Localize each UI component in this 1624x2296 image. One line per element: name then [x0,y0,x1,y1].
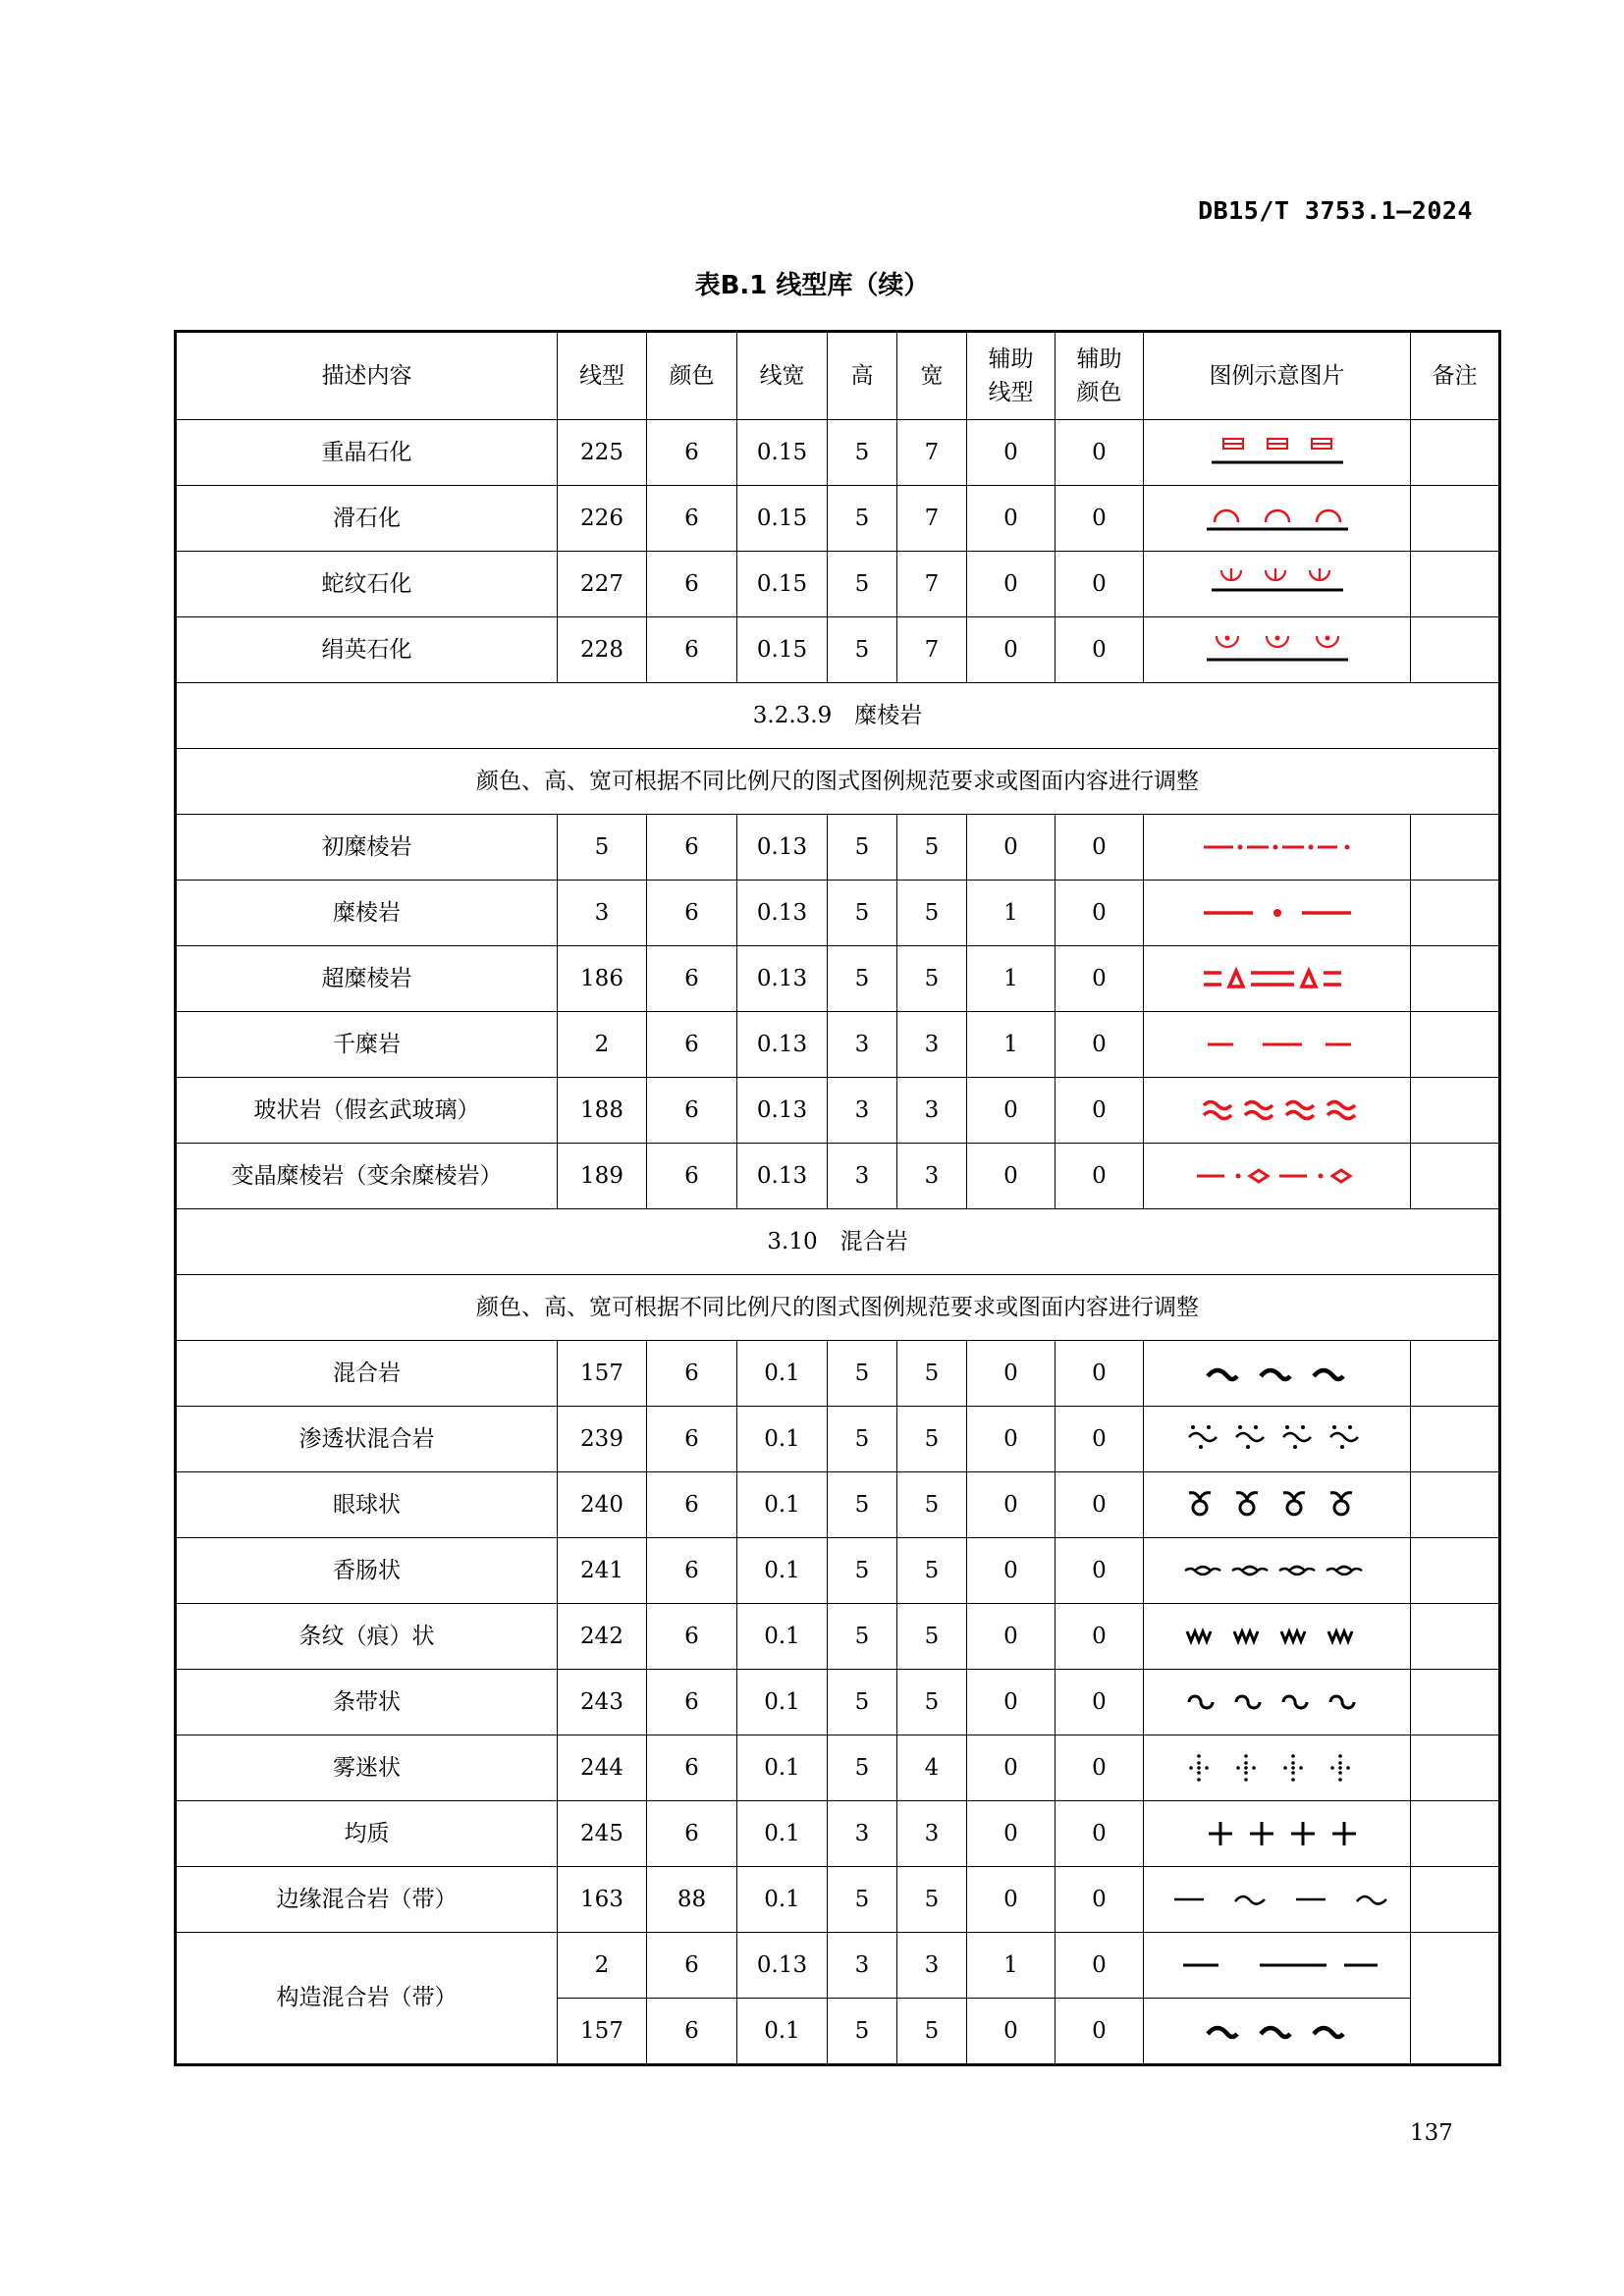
width-cell: 0.1 [737,1670,828,1735]
aux-color-cell: 0 [1056,552,1144,617]
aux-color-cell: 0 [1056,946,1144,1012]
desc-cell: 绢英石化 [176,617,558,683]
breadth-cell: 7 [897,486,967,552]
legend-cell [1144,815,1411,881]
linetype-cell: 157 [558,1999,647,2065]
width-cell: 0.1 [737,1801,828,1867]
section-note-row [176,1275,1500,1341]
col-header-breadth: 宽 [897,332,967,420]
banded-loop-icon [1144,1687,1410,1717]
aux-color-cell: 0 [1056,1604,1144,1670]
remarks-cell [1411,1341,1500,1407]
aux-linetype-cell: 0 [967,1801,1056,1867]
aux-color-cell: 0 [1056,1999,1144,2065]
remarks-cell [1411,1144,1500,1209]
remarks-cell [1411,1604,1500,1670]
linetype-cell: 3 [558,881,647,946]
aux-linetype-cell: 0 [967,1999,1056,2065]
aux-color-cell: 0 [1056,1801,1144,1867]
linetype-cell: 2 [558,1933,647,1999]
remarks-cell [1411,946,1500,1012]
breadth-cell: 5 [897,1538,967,1604]
breadth-cell: 5 [897,1407,967,1472]
width-cell: 0.13 [737,1933,828,1999]
linetype-cell: 189 [558,1144,647,1209]
remarks-cell [1411,1670,1500,1735]
width-cell: 0.15 [737,486,828,552]
table-row [176,1604,1500,1670]
table-row [176,1670,1500,1735]
table-row [176,881,1500,946]
width-cell: 0.1 [737,1407,828,1472]
breadth-cell: 5 [897,815,967,881]
aux-color-cell: 0 [1056,1407,1144,1472]
legend-cell [1144,1144,1411,1209]
width-cell: 0.15 [737,420,828,486]
aux-linetype-cell: 0 [967,1144,1056,1209]
table-row [176,1012,1500,1078]
height-cell: 5 [828,1538,897,1604]
height-cell: 5 [828,1604,897,1670]
linetype-cell: 225 [558,420,647,486]
remarks-cell [1411,815,1500,881]
color-cell: 88 [647,1867,737,1933]
desc-cell: 香肠状 [176,1538,558,1604]
height-cell: 5 [828,1735,897,1801]
breadth-cell: 5 [897,1341,967,1407]
serpentine-symbol-icon [1144,564,1410,604]
height-cell: 3 [828,1144,897,1209]
aux-linetype-cell: 0 [967,617,1056,683]
col-header-color: 颜色 [647,332,737,420]
aux-color-cell: 0 [1056,420,1144,486]
height-cell: 5 [828,1670,897,1735]
linetype-cell: 242 [558,1604,647,1670]
color-cell: 6 [647,1933,737,1999]
remarks-cell [1411,1867,1500,1933]
legend-cell [1144,1999,1411,2065]
desc-cell: 初糜棱岩 [176,815,558,881]
remarks-cell [1411,1472,1500,1538]
legend-cell [1144,617,1411,683]
linetype-cell: 5 [558,815,647,881]
sericite-symbol-icon [1144,630,1410,669]
table-title: 表B.1 线型库（续） [694,271,930,300]
height-cell: 5 [828,1999,897,2065]
col-header-aux-color: 辅助颜色 [1056,332,1144,420]
width-cell: 0.15 [737,617,828,683]
aux-color-cell: 0 [1056,1078,1144,1144]
aux-color-cell: 0 [1056,1538,1144,1604]
section-note: 颜色、高、宽可根据不同比例尺的图式图例规范要求或图面内容进行调整 [176,749,1500,815]
linetype-cell: 243 [558,1670,647,1735]
pseudotachylite-wave-icon [1144,1094,1410,1127]
col-header-linetype: 线型 [558,332,647,420]
desc-cell: 玻状岩（假玄武玻璃） [176,1078,558,1144]
remarks-cell [1411,1801,1500,1867]
col-header-aux-linetype: 辅助线型 [967,332,1056,420]
aux-color-cell: 0 [1056,1867,1144,1933]
desc-cell: 超糜棱岩 [176,946,558,1012]
height-cell: 5 [828,486,897,552]
legend-cell [1144,1078,1411,1144]
breadth-cell: 5 [897,1472,967,1538]
tilde-line-icon [1144,2016,1410,2046]
height-cell: 5 [828,815,897,881]
color-cell: 6 [647,1999,737,2065]
color-cell: 6 [647,1407,737,1472]
width-cell: 0.1 [737,1999,828,2065]
standard-code: DB15/T 3753.1—2024 [1198,196,1473,225]
remarks-cell [1411,486,1500,552]
aux-color-cell: 0 [1056,881,1144,946]
section-note-row [176,749,1500,815]
barite-symbol-icon [1144,433,1410,472]
remarks-cell [1411,1407,1500,1472]
width-cell: 0.1 [737,1472,828,1538]
table-row [176,420,1500,486]
section-heading: 3.10 混合岩 [176,1209,1500,1275]
width-cell: 0.1 [737,1604,828,1670]
width-cell: 0.13 [737,881,828,946]
linetype-cell: 240 [558,1472,647,1538]
height-cell: 3 [828,1012,897,1078]
col-header-remarks: 备注 [1411,332,1500,420]
color-cell: 6 [647,1670,737,1735]
protomylonite-line-icon [1144,835,1410,859]
color-cell: 6 [647,815,737,881]
color-cell: 6 [647,1472,737,1538]
desc-cell: 糜棱岩 [176,881,558,946]
table-row [176,1933,1500,1999]
breadth-cell: 5 [897,881,967,946]
width-cell: 0.1 [737,1735,828,1801]
height-cell: 5 [828,1341,897,1407]
legend-cell [1144,881,1411,946]
aux-color-cell: 0 [1056,1472,1144,1538]
table-row [176,1801,1500,1867]
aux-linetype-cell: 0 [967,1341,1056,1407]
aux-color-cell: 0 [1056,1735,1144,1801]
aux-linetype-cell: 0 [967,486,1056,552]
breadth-cell: 3 [897,1078,967,1144]
remarks-cell [1411,1933,1500,2065]
color-cell: 6 [647,1735,737,1801]
desc-cell: 均质 [176,1801,558,1867]
aux-color-cell: 0 [1056,1670,1144,1735]
permeation-migmatite-icon [1144,1419,1410,1459]
breadth-cell: 3 [897,1933,967,1999]
desc-cell: 变晶糜棱岩（变余糜棱岩） [176,1144,558,1209]
table-row [176,617,1500,683]
color-cell: 6 [647,1801,737,1867]
linetype-cell: 157 [558,1341,647,1407]
section-heading-row [176,1209,1500,1275]
height-cell: 5 [828,617,897,683]
table-row [176,1407,1500,1472]
linetype-cell: 241 [558,1538,647,1604]
height-cell: 5 [828,420,897,486]
width-cell: 0.13 [737,815,828,881]
breadth-cell: 5 [897,1604,967,1670]
desc-cell: 千糜岩 [176,1012,558,1078]
remarks-cell [1411,1538,1500,1604]
remarks-cell [1411,1735,1500,1801]
color-cell: 6 [647,1604,737,1670]
linetype-cell: 245 [558,1801,647,1867]
height-cell: 5 [828,1867,897,1933]
aux-color-cell: 0 [1056,815,1144,881]
desc-cell: 重晶石化 [176,420,558,486]
breadth-cell: 5 [897,1999,967,2065]
aux-linetype-cell: 0 [967,552,1056,617]
color-cell: 6 [647,881,737,946]
linetype-cell: 228 [558,617,647,683]
aux-color-cell: 0 [1056,1933,1144,1999]
aux-color-cell: 0 [1056,1012,1144,1078]
color-cell: 6 [647,946,737,1012]
table-row [176,486,1500,552]
breadth-cell: 3 [897,1801,967,1867]
marginal-migmatite-icon [1144,1885,1410,1914]
table-row [176,1867,1500,1933]
height-cell: 3 [828,1078,897,1144]
breadth-cell: 5 [897,946,967,1012]
col-header-height: 高 [828,332,897,420]
dash-line-icon [1144,1953,1410,1977]
aux-color-cell: 0 [1056,486,1144,552]
legend-cell [1144,1012,1411,1078]
table-row [176,946,1500,1012]
linetype-cell: 227 [558,552,647,617]
col-header-width: 线宽 [737,332,828,420]
height-cell: 5 [828,1472,897,1538]
breadth-cell: 3 [897,1144,967,1209]
table-row [176,1341,1500,1407]
legend-cell [1144,1801,1411,1867]
aux-color-cell: 0 [1056,1144,1144,1209]
legend-cell [1144,1933,1411,1999]
table-header-row [176,332,1500,420]
migmatite-tilde-icon [1144,1359,1410,1388]
homogeneous-plus-icon [1144,1814,1410,1853]
breadth-cell: 5 [897,1670,967,1735]
height-cell: 3 [828,1801,897,1867]
aux-linetype-cell: 0 [967,1407,1056,1472]
breadth-cell: 7 [897,617,967,683]
width-cell: 0.15 [737,552,828,617]
color-cell: 6 [647,1144,737,1209]
color-cell: 6 [647,486,737,552]
breadth-cell: 7 [897,420,967,486]
aux-linetype-cell: 1 [967,881,1056,946]
breadth-cell: 5 [897,1867,967,1933]
color-cell: 6 [647,1538,737,1604]
talc-symbol-icon [1144,499,1410,538]
desc-cell: 滑石化 [176,486,558,552]
legend-cell [1144,486,1411,552]
section-note: 颜色、高、宽可根据不同比例尺的图式图例规范要求或图面内容进行调整 [176,1275,1500,1341]
table-row [176,1078,1500,1144]
color-cell: 6 [647,1078,737,1144]
linetype-cell: 2 [558,1012,647,1078]
aux-linetype-cell: 1 [967,1012,1056,1078]
width-cell: 0.13 [737,1144,828,1209]
table-row [176,815,1500,881]
blastomylonite-line-icon [1144,1164,1410,1188]
width-cell: 0.1 [737,1538,828,1604]
aux-linetype-cell: 1 [967,946,1056,1012]
remarks-cell [1411,881,1500,946]
aux-linetype-cell: 0 [967,1867,1056,1933]
remarks-cell [1411,1012,1500,1078]
linetype-cell: 188 [558,1078,647,1144]
legend-cell [1144,946,1411,1012]
remarks-cell [1411,552,1500,617]
legend-cell [1144,420,1411,486]
color-cell: 6 [647,617,737,683]
desc-cell: 渗透状混合岩 [176,1407,558,1472]
color-cell: 6 [647,1012,737,1078]
color-cell: 6 [647,1341,737,1407]
page-number: 137 [1410,2120,1453,2146]
mylonite-line-icon [1144,901,1410,925]
legend-cell [1144,1735,1411,1801]
height-cell: 5 [828,552,897,617]
phyllonite-line-icon [1144,1033,1410,1056]
aux-linetype-cell: 1 [967,1933,1056,1999]
desc-cell: 构造混合岩（带） [176,1933,558,2065]
height-cell: 5 [828,881,897,946]
remarks-cell [1411,1078,1500,1144]
legend-cell [1144,552,1411,617]
ultramylonite-line-icon [1144,964,1410,993]
boudin-symbol-icon [1144,1556,1410,1585]
breadth-cell: 7 [897,552,967,617]
section-heading: 3.2.3.9 糜棱岩 [176,683,1500,749]
linetype-cell: 244 [558,1735,647,1801]
desc-cell: 条带状 [176,1670,558,1735]
legend-cell [1144,1670,1411,1735]
desc-cell: 眼球状 [176,1472,558,1538]
color-cell: 6 [647,420,737,486]
table-row [176,1538,1500,1604]
col-header-desc: 描述内容 [176,332,558,420]
linetype-cell: 186 [558,946,647,1012]
aux-linetype-cell: 0 [967,1538,1056,1604]
table-row [176,1735,1500,1801]
color-cell: 6 [647,552,737,617]
section-heading-row [176,683,1500,749]
height-cell: 3 [828,1933,897,1999]
legend-cell [1144,1604,1411,1670]
width-cell: 0.1 [737,1341,828,1407]
height-cell: 5 [828,946,897,1012]
width-cell: 0.13 [737,946,828,1012]
breadth-cell: 3 [897,1012,967,1078]
aux-linetype-cell: 0 [967,1735,1056,1801]
aux-linetype-cell: 0 [967,1078,1056,1144]
nebulitic-dots-icon [1144,1748,1410,1788]
col-header-legend: 图例示意图片 [1144,332,1411,420]
stripe-zigzag-icon [1144,1622,1410,1651]
width-cell: 0.13 [737,1078,828,1144]
linetype-cell: 163 [558,1867,647,1933]
breadth-cell: 4 [897,1735,967,1801]
width-cell: 0.13 [737,1012,828,1078]
aux-color-cell: 0 [1056,1341,1144,1407]
legend-cell [1144,1472,1411,1538]
table-row [176,552,1500,617]
aux-linetype-cell: 0 [967,1670,1056,1735]
legend-cell [1144,1867,1411,1933]
desc-cell: 蛇纹石化 [176,552,558,617]
desc-cell: 边缘混合岩（带） [176,1867,558,1933]
legend-cell [1144,1538,1411,1604]
table-row [176,1144,1500,1209]
aux-linetype-cell: 0 [967,1472,1056,1538]
remarks-cell [1411,617,1500,683]
augen-symbol-icon [1144,1485,1410,1524]
desc-cell: 条纹（痕）状 [176,1604,558,1670]
legend-cell [1144,1341,1411,1407]
remarks-cell [1411,420,1500,486]
height-cell: 5 [828,1407,897,1472]
linetype-cell: 226 [558,486,647,552]
legend-cell [1144,1407,1411,1472]
aux-linetype-cell: 0 [967,420,1056,486]
width-cell: 0.1 [737,1867,828,1933]
aux-linetype-cell: 0 [967,1604,1056,1670]
line-type-table [174,330,1501,2066]
linetype-cell: 239 [558,1407,647,1472]
table-row [176,1472,1500,1538]
desc-cell: 混合岩 [176,1341,558,1407]
desc-cell: 雾迷状 [176,1735,558,1801]
aux-linetype-cell: 0 [967,815,1056,881]
aux-color-cell: 0 [1056,617,1144,683]
